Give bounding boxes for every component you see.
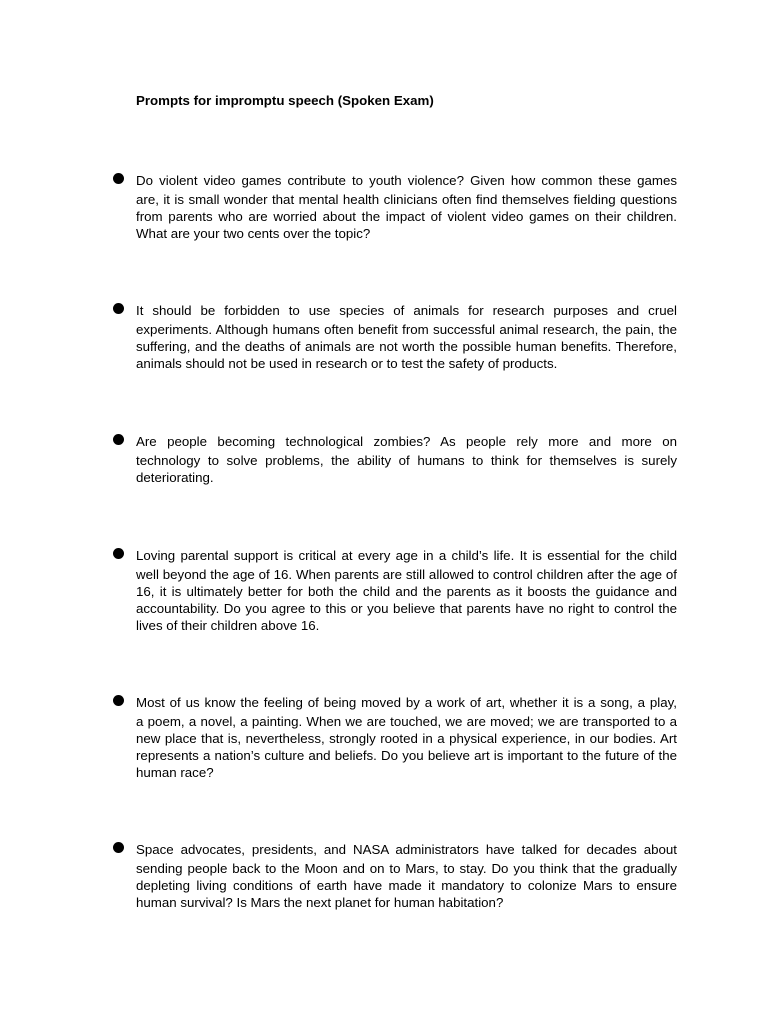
prompt-text bbox=[136, 545, 677, 634]
bullet-icon bbox=[113, 695, 124, 706]
bullet-icon bbox=[113, 303, 124, 314]
bullet-icon bbox=[113, 434, 124, 445]
prompt-first-line: Loving parental support is critical at every age in a child’s life. It is essential for the child bbox=[136, 548, 677, 563]
prompt-first-line: Are people becoming technological zombies? As people rely more and more on bbox=[136, 434, 677, 449]
prompt-text bbox=[136, 839, 677, 911]
prompt-body: technology to solve problems, the ability of humans to think for themselves is surely deteriorating. bbox=[136, 453, 677, 485]
prompt-body: sending people back to the Moon and on to Mars, to stay. Do you think that the gradually depleting living conditions of earth have made it mandatory to colonize Mars to ensure human survival? Is Mars the next planet for human habitation? bbox=[136, 861, 677, 910]
prompt-first-line: It should be forbidden to use species of animals for research purposes and cruel bbox=[136, 303, 677, 318]
prompt-first-line: Do violent video games contribute to youth violence? Given how common these games bbox=[136, 173, 677, 188]
prompt-text bbox=[136, 431, 677, 486]
prompt-body: experiments. Although humans often benefit from successful animal research, the pain, the suffering, and the deaths of animals are not worth the possible human benefits. Therefore, animals should not be used in research or to test the safety of products. bbox=[136, 322, 677, 371]
prompt-text bbox=[136, 300, 677, 372]
prompt-body: well beyond the age of 16. When parents are still allowed to control children after the age of 16, it is ultimately better for both the child and the parents as it boosts the guidance and accountability. Do you agree to this or you believe that parents have no right to control the lives of their children above 16. bbox=[136, 567, 677, 633]
prompt-body: a poem, a novel, a painting. When we are touched, we are moved; we are transported to a new place that is, nevertheless, strongly rooted in a physical experience, in our bodies. Art represents a nation’s culture and beliefs. Do you believe art is important to the future of the human race? bbox=[136, 714, 677, 780]
prompt-text bbox=[136, 170, 677, 242]
bullet-icon bbox=[113, 842, 124, 853]
page-title: Prompts for impromptu speech (Spoken Exam) bbox=[136, 93, 434, 108]
prompt-first-line: Space advocates, presidents, and NASA administrators have talked for decades about bbox=[136, 842, 677, 857]
prompt-body: are, it is small wonder that mental health clinicians often find themselves fielding questions from parents who are worried about the impact of violent video games on their children. What are your two cents over the topic? bbox=[136, 192, 677, 241]
prompt-text bbox=[136, 692, 677, 781]
bullet-icon bbox=[113, 173, 124, 184]
bullet-icon bbox=[113, 548, 124, 559]
prompt-first-line: Most of us know the feeling of being moved by a work of art, whether it is a song, a play, bbox=[136, 695, 677, 710]
